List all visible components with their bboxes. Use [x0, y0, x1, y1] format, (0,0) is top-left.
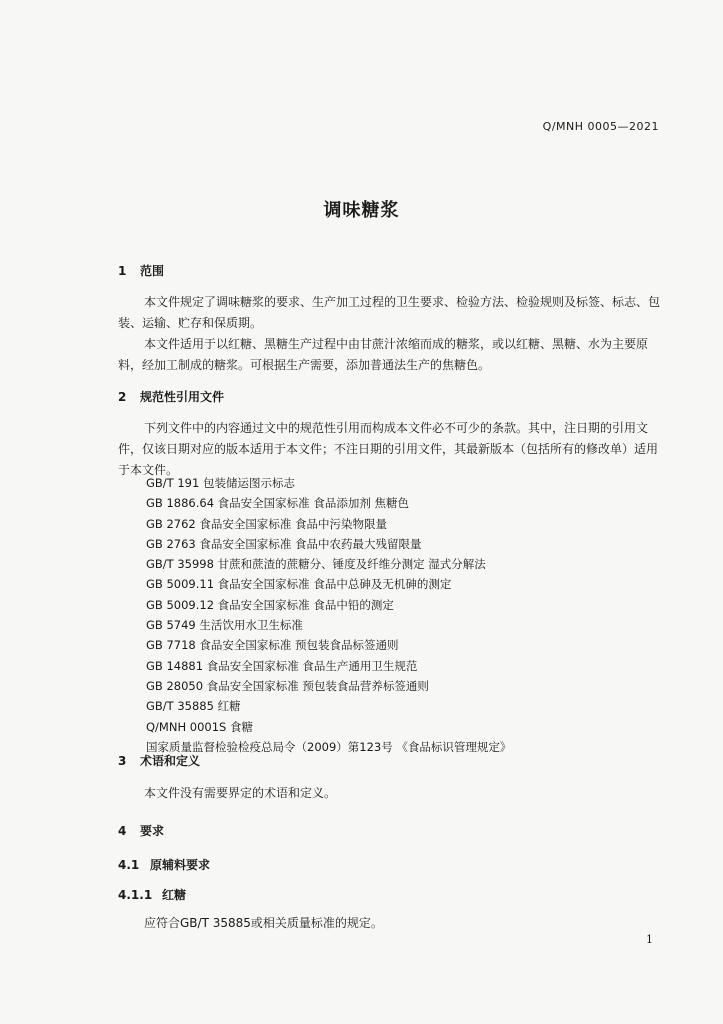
subsection-number: 4.1.1 [118, 888, 153, 902]
reference-item: GB 7718 食品安全国家标准 预包装食品标签通则 [146, 638, 399, 653]
section-title: 术语和定义 [140, 754, 201, 768]
reference-item: GB 5009.11 食品安全国家标准 食品中总砷及无机砷的测定 [146, 577, 452, 592]
section-2-heading [118, 388, 224, 405]
reference-item: Q/MNH 0001S 食糖 [146, 719, 253, 734]
reference-item: GB 2763 食品安全国家标准 食品中农药最大残留限量 [146, 536, 422, 551]
section-title: 范围 [140, 264, 165, 278]
reference-item: GB 5749 生活饮用水卫生标准 [146, 618, 303, 633]
reference-list [146, 473, 511, 757]
terms-paragraph: 本文件没有需要界定的术语和定义。 [144, 786, 337, 800]
section-number: 1 [118, 264, 127, 278]
subsection-4-1-heading [118, 856, 210, 873]
brown-sugar-requirement: 应符合GB/T 35885或相关质量标准的规定。 [144, 916, 383, 930]
section-1-heading [118, 262, 164, 279]
subsection-4-1-1-heading [118, 886, 186, 903]
reference-item: GB/T 35998 甘蔗和蔗渣的蔗糖分、锤度及纤维分测定 湿式分解法 [146, 557, 486, 572]
scope-paragraph-1: 本文件规定了调味糖浆的要求、生产加工过程的卫生要求、检验方法、检验规则及标签、标志、包装、运输、贮存和保质期。 [118, 295, 661, 330]
section-title: 规范性引用文件 [140, 390, 225, 404]
section-3-heading [118, 752, 200, 769]
reference-item: GB/T 191 包装储运图示标志 [146, 476, 295, 490]
standard-code: Q/MNH 0005—2021 [542, 120, 659, 133]
reference-item: 国家质量监督检验检疫总局令（2009）第123号 《食品标识管理规定》 [146, 739, 512, 754]
document-title: 调味糖浆 [323, 200, 400, 221]
section-number: 3 [118, 754, 127, 768]
page-number: 1 [646, 933, 653, 946]
reference-item: GB 5009.12 食品安全国家标准 食品中铅的测定 [146, 597, 394, 612]
section-4-heading [118, 822, 164, 839]
scope-paragraph-2: 本文件适用于以红糖、黑糖生产过程中由甘蔗汁浓缩而成的糖浆，或以红糖、黑糖、水为主要原料，经加工制成的糖浆。可根据生产需要，添加普通法生产的焦糖色。 [118, 337, 649, 372]
subsection-title: 原辅料要求 [150, 858, 211, 872]
reference-item: GB 2762 食品安全国家标准 食品中污染物限量 [146, 516, 388, 531]
reference-item: GB 1886.64 食品安全国家标准 食品添加剂 焦糖色 [146, 496, 409, 511]
reference-item: GB 14881 食品安全国家标准 食品生产通用卫生规范 [146, 658, 418, 673]
section-number: 4 [118, 824, 127, 838]
subsection-number: 4.1 [118, 858, 140, 872]
reference-item: GB 28050 食品安全国家标准 预包装食品营养标签通则 [146, 678, 429, 693]
references-intro: 下列文件中的内容通过文中的规范性引用而构成本文件必不可少的条款。其中，注日期的引用文件，仅该日期对应的版本适用于本文件；不注日期的引用文件，其最新版本（包括所有的修改单）适用于本文件。 [118, 421, 659, 477]
subsection-title: 红糖 [162, 888, 187, 902]
reference-item: GB/T 35885 红糖 [146, 699, 241, 714]
section-title: 要求 [140, 824, 165, 838]
section-number: 2 [118, 390, 127, 404]
